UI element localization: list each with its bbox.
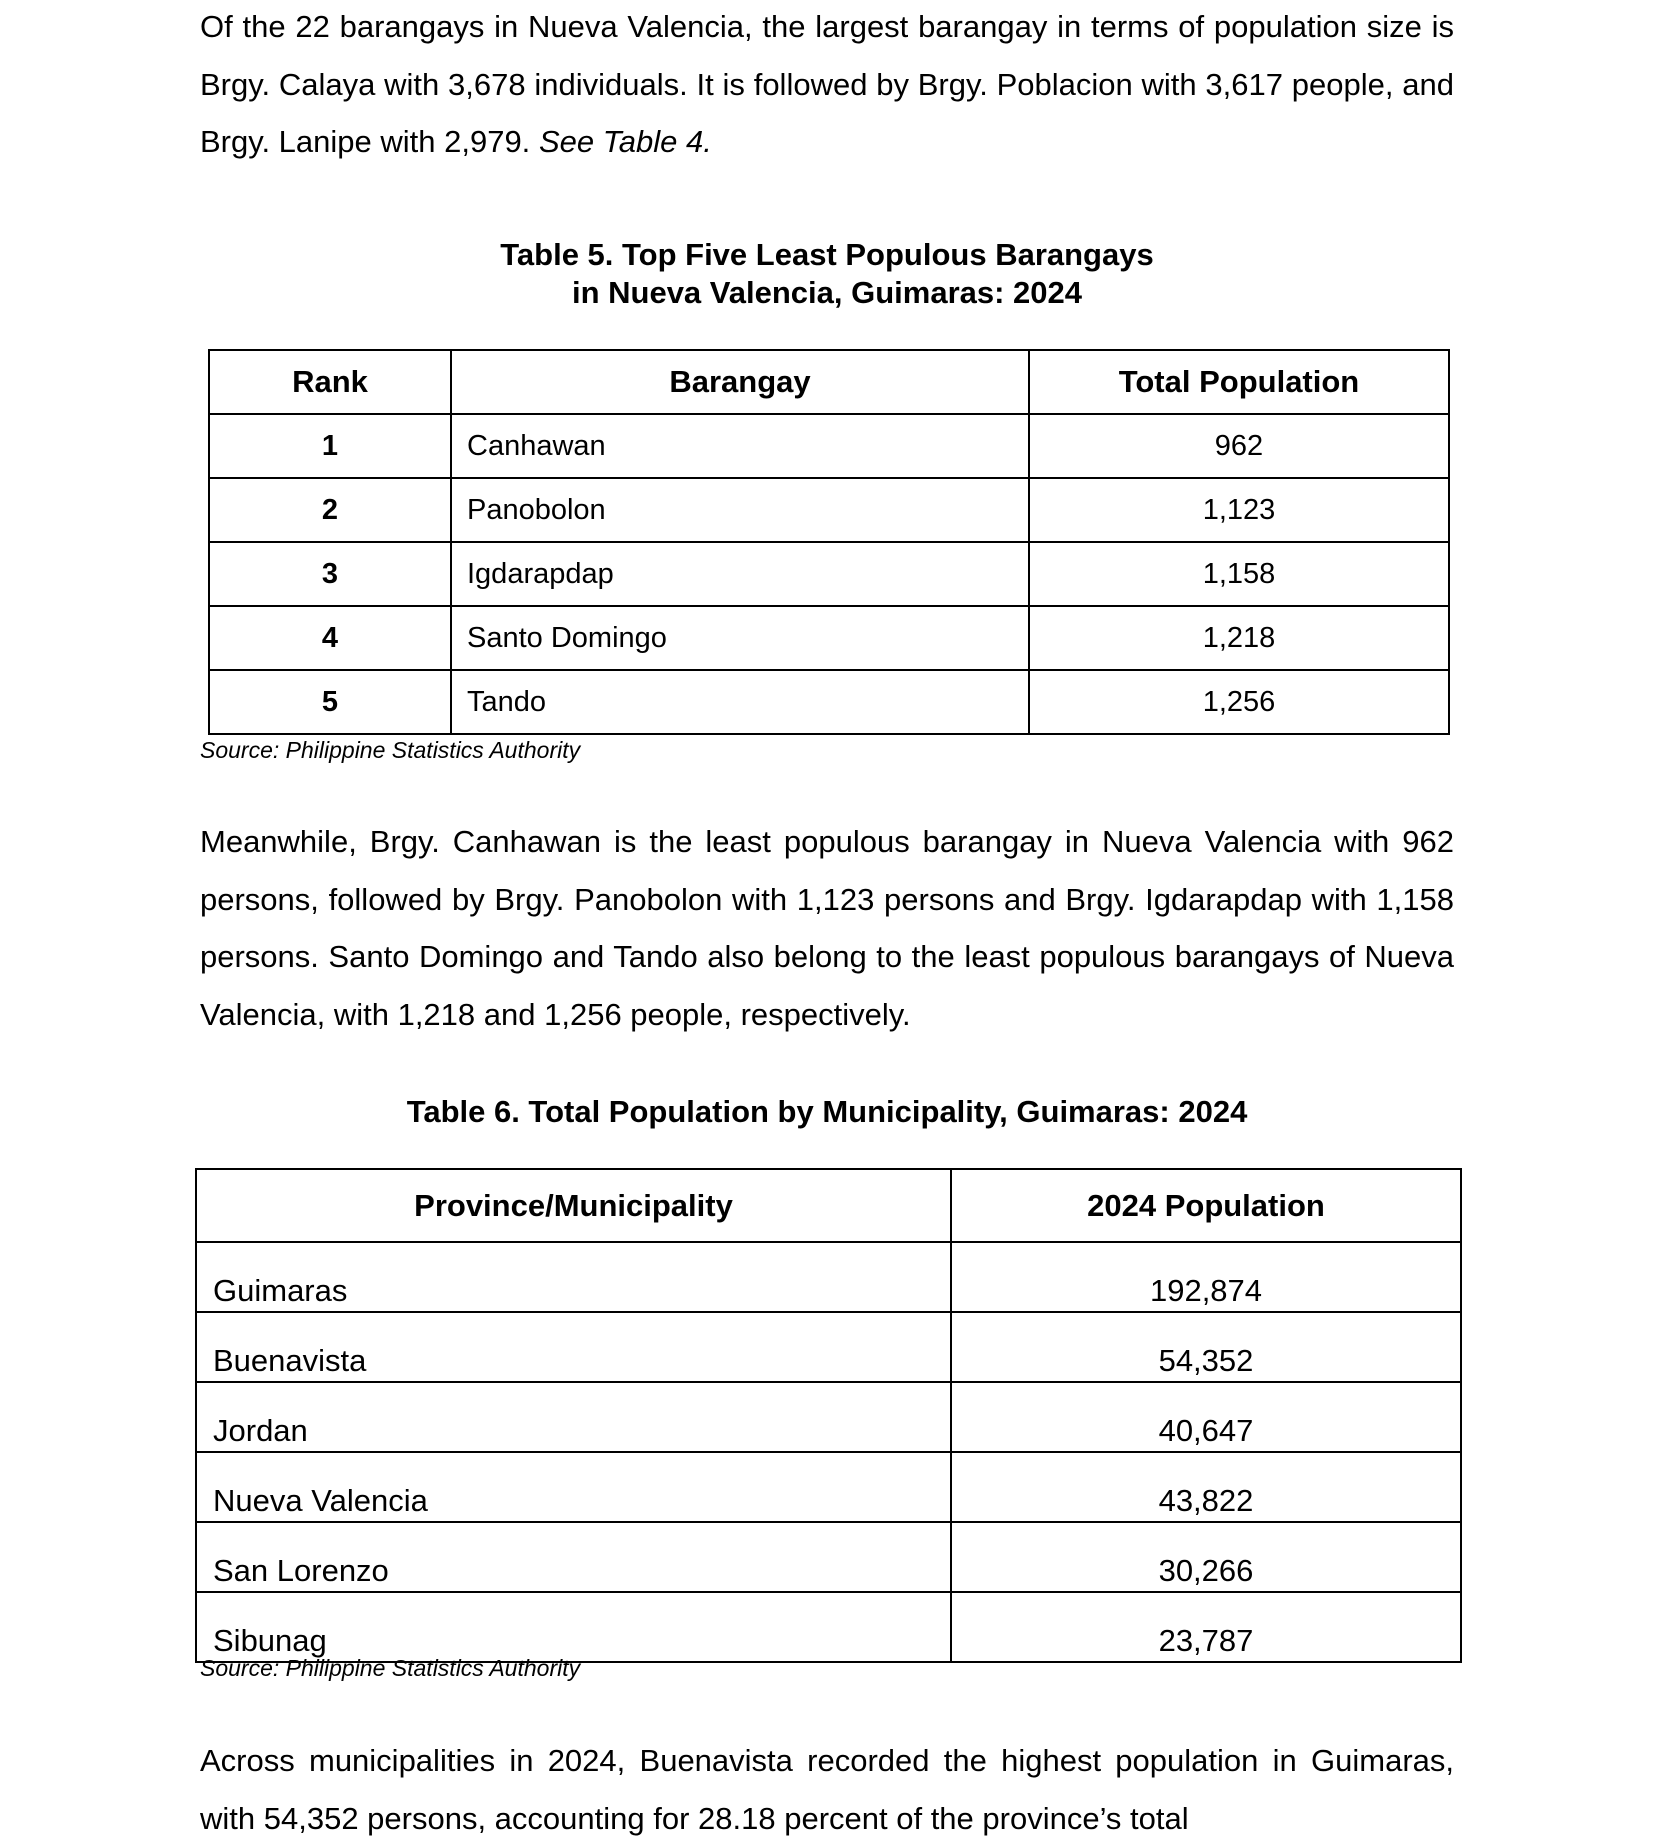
header-total-population: Total Population: [1029, 350, 1449, 414]
table-6-source-note: Source: Philippine Statistics Authority: [200, 1655, 581, 1681]
rank-cell: 3: [209, 542, 451, 606]
table-6-caption: Table 6. Total Population by Municipality, Guimaras: 2024: [406, 1094, 1248, 1129]
table-6-header-row: [196, 1169, 1461, 1242]
municipality-cell: Nueva Valencia: [196, 1452, 951, 1522]
table-5-source-note: Source: Philippine Statistics Authority: [200, 737, 581, 763]
table-6: [195, 1168, 1462, 1663]
table-row: [196, 1592, 1461, 1662]
population-cell: 30,266: [951, 1522, 1461, 1592]
table-row: [196, 1452, 1461, 1522]
rank-cell: 5: [209, 670, 451, 734]
table-4-reference: See Table 4.: [538, 124, 712, 159]
header-barangay: Barangay: [451, 350, 1029, 414]
municipality-paragraph: Across municipalities in 2024, Buenavista recorded the highest population in Guimaras, with 54,352 persons, accounting for 28.18 percent of the province’s total: [200, 1743, 1454, 1836]
table-5-caption: [0, 236, 1654, 312]
municipality-cell: Sibunag: [196, 1592, 951, 1662]
table-row: [196, 1382, 1461, 1452]
rank-cell: 4: [209, 606, 451, 670]
table-row: [196, 1242, 1461, 1312]
population-cell: 192,874: [951, 1242, 1461, 1312]
population-cell: 23,787: [951, 1592, 1461, 1662]
table-5-header-row: [209, 350, 1449, 414]
barangay-cell: Santo Domingo: [451, 606, 1029, 670]
population-cell: 40,647: [951, 1382, 1461, 1452]
least-populous-paragraph: Meanwhile, Brgy. Canhawan is the least populous barangay in Nueva Valencia with 962 persons, followed by Brgy. Panobolon with 1,123 persons and Brgy. Igdarapdap with 1,158 persons. Santo Domingo and Tando also belong to the least populous barangays of Nueva Valencia, with 1,218 and 1,256 people, respectively.: [200, 824, 1454, 1032]
table-5-caption-line-2: in Nueva Valencia, Guimaras: 2024: [571, 275, 1083, 310]
header-2024-population: 2024 Population: [951, 1169, 1461, 1242]
table-row: [209, 606, 1449, 670]
table-row: [196, 1312, 1461, 1382]
population-cell: 1,158: [1029, 542, 1449, 606]
header-rank: Rank: [209, 350, 451, 414]
intro-paragraph-text: Of the 22 barangays in Nueva Valencia, the largest barangay in terms of population size is Brgy. Calaya with 3,678 individuals. It is followed by Brgy. Poblacion with 3,617 people, and Brgy. Lanipe with 2,979.: [200, 9, 1454, 159]
table-5: [208, 349, 1450, 735]
intro-paragraph: [200, 0, 1454, 171]
table-row: [209, 670, 1449, 734]
municipality-cell: Buenavista: [196, 1312, 951, 1382]
barangay-cell: Tando: [451, 670, 1029, 734]
population-cell: 1,123: [1029, 478, 1449, 542]
barangay-cell: Panobolon: [451, 478, 1029, 542]
population-cell: 962: [1029, 414, 1449, 478]
rank-cell: 1: [209, 414, 451, 478]
header-province-municipality: Province/Municipality: [196, 1169, 951, 1242]
municipality-cell: Jordan: [196, 1382, 951, 1452]
table-row: [209, 414, 1449, 478]
population-cell: 1,218: [1029, 606, 1449, 670]
barangay-cell: Igdarapdap: [451, 542, 1029, 606]
barangay-cell: Canhawan: [451, 414, 1029, 478]
table-5-caption-line-1: Table 5. Top Five Least Populous Barangays: [500, 237, 1154, 272]
table-row: [209, 542, 1449, 606]
municipality-cell: Guimaras: [196, 1242, 951, 1312]
rank-cell: 2: [209, 478, 451, 542]
table-row: [209, 478, 1449, 542]
population-cell: 1,256: [1029, 670, 1449, 734]
population-cell: 43,822: [951, 1452, 1461, 1522]
table-row: [196, 1522, 1461, 1592]
municipality-cell: San Lorenzo: [196, 1522, 951, 1592]
population-cell: 54,352: [951, 1312, 1461, 1382]
